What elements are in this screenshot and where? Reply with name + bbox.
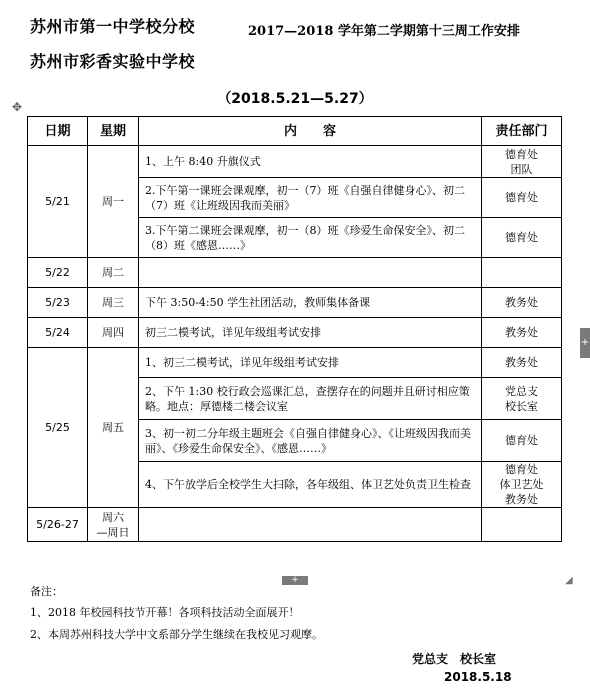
department-cell bbox=[482, 508, 562, 542]
school-name-1: 苏州市第一中学校分校 bbox=[30, 17, 196, 36]
header-department: 责任部门 bbox=[482, 117, 562, 146]
date-range: （2018.5.21—5.27） bbox=[217, 91, 373, 107]
content-cell: 3、初一初二分年级主题班会《自强自律健身心》、《让班级因我而美丽》、《珍爱生命保安全》、《感恩……》 bbox=[139, 420, 482, 462]
add-row-icon[interactable]: + bbox=[282, 576, 308, 585]
weekday-cell: 周一 bbox=[88, 146, 139, 258]
content-cell: 下午 3:50-4:50 学生社团活动，教师集体备课 bbox=[139, 288, 482, 318]
date-cell: 5/25 bbox=[28, 348, 88, 508]
table-move-handle-icon[interactable]: ✥ bbox=[12, 100, 23, 114]
department-cell bbox=[482, 420, 562, 462]
content-cell bbox=[139, 508, 482, 542]
content-cell: 2、下午 1:30 校行政会巡课汇总，查摆存在的问题并且研讨相应策略。地点：厚德楼二楼会议室 bbox=[139, 378, 482, 420]
header-date: 日期 bbox=[28, 117, 88, 146]
date-cell: 5/26-27 bbox=[28, 508, 88, 542]
department-cell bbox=[482, 462, 562, 508]
department-name: 教务处 bbox=[505, 326, 538, 339]
department-name: 校长室 bbox=[505, 399, 538, 413]
table-row bbox=[28, 146, 562, 178]
department-cell bbox=[482, 178, 562, 218]
table-row bbox=[28, 508, 562, 542]
department-cell bbox=[482, 218, 562, 258]
content-cell: 1、初三二模考试，详见年级组考试安排 bbox=[139, 348, 482, 378]
table-resize-handle-icon[interactable]: ◢ bbox=[565, 575, 573, 586]
signature: 党总支 校长室 bbox=[412, 652, 497, 666]
department-name: 教务处 bbox=[505, 356, 538, 369]
header-weekday: 星期 bbox=[88, 117, 139, 146]
content-cell: 初三二模考试，详见年级组考试安排 bbox=[139, 318, 482, 348]
table-row bbox=[28, 318, 562, 348]
department-cell bbox=[482, 288, 562, 318]
school-name-2: 苏州市彩香实验中学校 bbox=[30, 52, 196, 71]
note-item: 2、本周苏州科技大学中文系部分学生继续在我校见习观摩。 bbox=[30, 628, 323, 641]
department-name: 教务处 bbox=[505, 493, 538, 506]
weekday-cell: 周四 bbox=[88, 318, 139, 348]
schedule-table bbox=[27, 116, 562, 542]
department-name: 团队 bbox=[510, 162, 533, 176]
weekday-cell: 周六 —周日 bbox=[88, 508, 139, 542]
content-cell bbox=[139, 258, 482, 288]
department-name: 德育处 bbox=[505, 231, 538, 244]
table-row bbox=[28, 258, 562, 288]
add-column-icon[interactable]: + bbox=[580, 328, 590, 358]
department-name: 德育处 bbox=[505, 147, 538, 161]
department-cell bbox=[482, 318, 562, 348]
content-cell: 1、上午 8:40 升旗仪式 bbox=[139, 146, 482, 178]
document-title: 2017—2018 学年第二学期第十三周工作安排 bbox=[248, 24, 520, 39]
signature-date: 2018.5.18 bbox=[444, 670, 512, 684]
notes-title: 备注： bbox=[30, 585, 63, 598]
header-content: 内 容 bbox=[139, 117, 482, 146]
department-name: 德育处 bbox=[505, 191, 538, 204]
department-cell bbox=[482, 348, 562, 378]
weekday-cell: 周五 bbox=[88, 348, 139, 508]
date-cell: 5/22 bbox=[28, 258, 88, 288]
table-row bbox=[28, 348, 562, 378]
table-row bbox=[28, 288, 562, 318]
date-cell: 5/21 bbox=[28, 146, 88, 258]
weekday-cell: 周三 bbox=[88, 288, 139, 318]
date-cell: 5/24 bbox=[28, 318, 88, 348]
department-name: 教务处 bbox=[505, 296, 538, 309]
department-cell bbox=[482, 258, 562, 288]
note-item: 1、2018 年校园科技节开幕！各项科技活动全面展开！ bbox=[30, 606, 300, 619]
content-cell: 4、下午放学后全校学生大扫除，各年级组、体卫艺处负责卫生检查 bbox=[139, 462, 482, 508]
department-name: 德育处 bbox=[505, 463, 538, 476]
content-cell: 2.下午第一课班会课观摩，初一（7）班《自强自律健身心》、初二（7）班《让班级因我而美丽》 bbox=[139, 178, 482, 218]
department-cell bbox=[482, 146, 562, 178]
department-name: 德育处 bbox=[505, 434, 538, 447]
weekday-cell: 周二 bbox=[88, 258, 139, 288]
department-name: 体卫艺处 bbox=[499, 478, 544, 491]
table-header-row bbox=[28, 117, 562, 146]
department-name: 党总支 bbox=[505, 384, 538, 398]
department-cell bbox=[482, 378, 562, 420]
content-cell: 3.下午第二课班会课观摩，初一（8）班《珍爱生命保安全》、初二（8）班《感恩……》 bbox=[139, 218, 482, 258]
date-cell: 5/23 bbox=[28, 288, 88, 318]
